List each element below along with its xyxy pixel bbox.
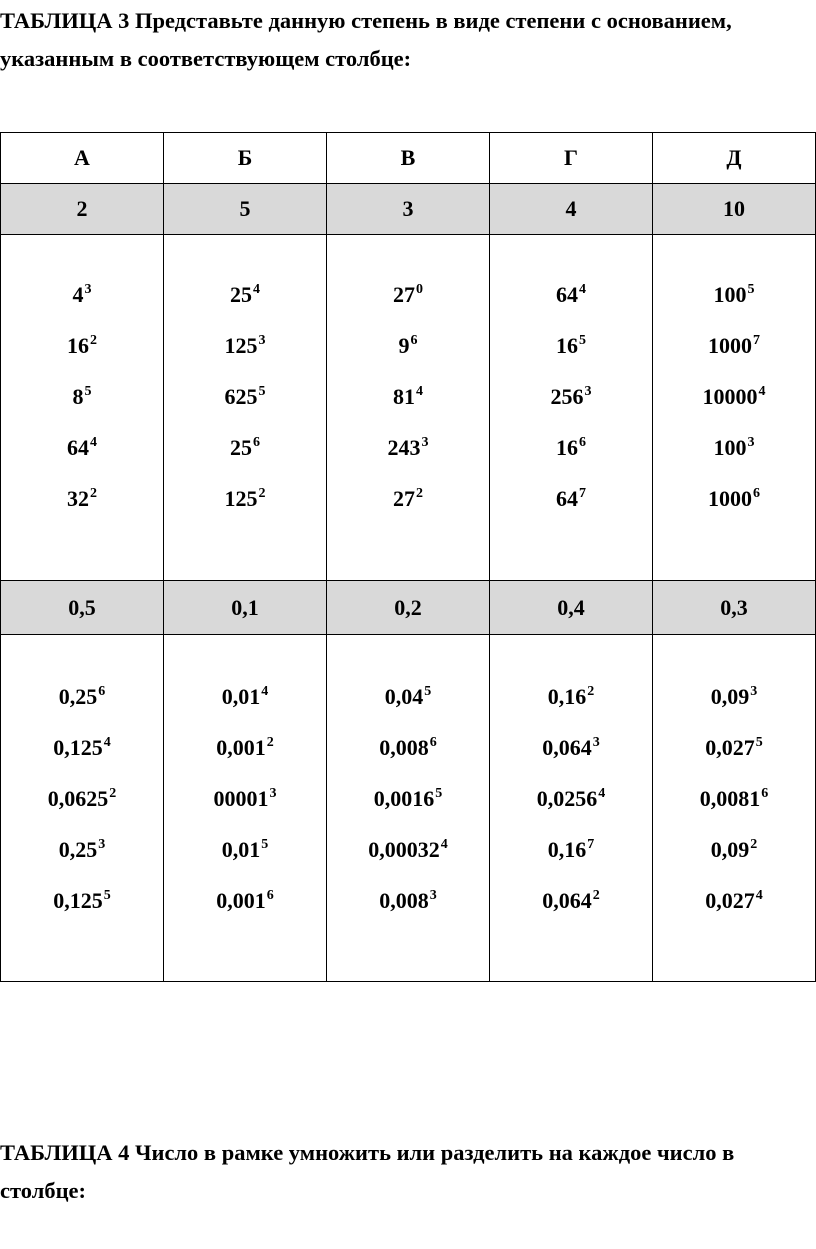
power-base: 00001 — [213, 786, 269, 811]
power-expression — [653, 784, 815, 835]
power-base: 0,027 — [705, 735, 755, 760]
power-expression — [653, 886, 815, 937]
power-exponent: 5 — [84, 384, 92, 399]
power-base: 16 — [67, 333, 89, 358]
power-expression — [490, 682, 652, 733]
power-base: 27 — [393, 282, 415, 307]
power-exponent: 5 — [435, 786, 443, 801]
power-exponent: 2 — [592, 888, 600, 903]
power-expression — [490, 280, 652, 331]
power-base: 0,001 — [216, 888, 266, 913]
column-letter-cell: Г — [490, 133, 653, 184]
power-expression — [653, 280, 815, 331]
power-exponent: 3 — [269, 786, 277, 801]
powers-cell — [1, 635, 164, 982]
power-exponent: 3 — [592, 735, 600, 750]
power-expression — [490, 484, 652, 535]
power-expression — [164, 784, 326, 835]
power-base: 0,09 — [710, 684, 750, 709]
power-base: 0,16 — [547, 684, 587, 709]
power-expression — [653, 835, 815, 886]
power-base: 8 — [72, 384, 84, 409]
integer-bases-row — [1, 184, 816, 235]
powers-cell — [164, 635, 327, 982]
power-base: 16 — [556, 435, 578, 460]
base-cell: 3 — [327, 184, 490, 235]
power-base: 0,0016 — [373, 786, 435, 811]
power-expression — [327, 835, 489, 886]
power-exponent: 6 — [761, 786, 769, 801]
base-cell: 10 — [653, 184, 816, 235]
power-expression — [653, 331, 815, 382]
power-base: 0,064 — [542, 735, 592, 760]
power-base: 0,25 — [58, 684, 98, 709]
power-exponent: 3 — [429, 888, 437, 903]
power-exponent: 2 — [90, 333, 97, 348]
power-base: 81 — [393, 384, 415, 409]
power-exponent: 4 — [758, 384, 766, 399]
power-exponent: 3 — [421, 435, 429, 450]
power-expression — [490, 382, 652, 433]
table4-heading: ТАБЛИЦА 4 Число в рамке умножить или разделить на каждое число в столбце: — [0, 1140, 735, 1203]
power-expression — [653, 484, 815, 535]
powers-cell — [164, 235, 327, 581]
power-expression — [327, 484, 489, 535]
power-exponent: 5 — [579, 333, 586, 348]
power-base: 0,0625 — [47, 786, 109, 811]
power-exponent: 5 — [103, 888, 111, 903]
power-expression — [1, 484, 163, 535]
power-base: 625 — [224, 384, 258, 409]
decimal-bases-row — [1, 581, 816, 635]
column-letter-cell: Д — [653, 133, 816, 184]
power-expression — [1, 886, 163, 937]
powers-cell — [327, 235, 490, 581]
power-exponent: 3 — [84, 282, 92, 297]
power-expression — [653, 682, 815, 733]
power-base: 64 — [556, 282, 578, 307]
power-base: 0,00032 — [368, 837, 440, 862]
power-exponent: 7 — [587, 837, 595, 852]
power-exponent: 6 — [98, 684, 106, 699]
power-exponent: 5 — [258, 384, 266, 399]
column-letter-cell: Б — [164, 133, 327, 184]
power-base: 100 — [713, 435, 747, 460]
base-cell: 4 — [490, 184, 653, 235]
power-exponent: 4 — [755, 888, 763, 903]
power-base: 125 — [224, 486, 258, 511]
power-expression — [490, 886, 652, 937]
power-expression — [327, 331, 489, 382]
power-exponent: 5 — [261, 837, 269, 852]
power-exponent: 4 — [103, 735, 111, 750]
power-base: 125 — [224, 333, 258, 358]
power-base: 0,01 — [221, 837, 261, 862]
column-letter-cell: В — [327, 133, 490, 184]
power-expression — [327, 733, 489, 784]
power-base: 100 — [713, 282, 747, 307]
power-exponent: 4 — [90, 435, 97, 450]
power-exponent: 3 — [750, 684, 758, 699]
power-exponent: 2 — [109, 786, 117, 801]
power-expression — [164, 433, 326, 484]
power-exponent: 5 — [424, 684, 432, 699]
power-base: 9 — [398, 333, 410, 358]
power-expression — [1, 733, 163, 784]
power-expression — [164, 835, 326, 886]
power-expression — [164, 682, 326, 733]
power-base: 0,25 — [58, 837, 98, 862]
power-exponent: 6 — [579, 435, 586, 450]
power-base: 32 — [67, 486, 89, 511]
power-expression — [490, 733, 652, 784]
powers-cell — [327, 635, 490, 982]
power-base: 64 — [556, 486, 578, 511]
power-expression — [1, 382, 163, 433]
power-expression — [1, 784, 163, 835]
power-base: 0,16 — [547, 837, 587, 862]
power-base: 0,01 — [221, 684, 261, 709]
power-exponent: 3 — [747, 435, 755, 450]
power-base: 4 — [72, 282, 84, 307]
powers-cell — [653, 235, 816, 581]
power-expression — [1, 433, 163, 484]
power-expression — [1, 331, 163, 382]
power-base: 0,008 — [379, 735, 429, 760]
power-base: 0,008 — [379, 888, 429, 913]
power-base: 0,001 — [216, 735, 266, 760]
power-base: 0,125 — [53, 888, 103, 913]
base-cell: 2 — [1, 184, 164, 235]
power-base: 25 — [230, 282, 252, 307]
column-letters-row — [1, 133, 816, 184]
powers-table — [0, 132, 816, 982]
power-expression — [653, 382, 815, 433]
powers-cell — [653, 635, 816, 982]
power-expression — [653, 433, 815, 484]
power-exponent: 2 — [90, 486, 97, 501]
base-cell: 0,4 — [490, 581, 653, 635]
power-exponent: 7 — [753, 333, 760, 348]
power-exponent: 4 — [416, 384, 423, 399]
power-exponent: 6 — [429, 735, 437, 750]
powers-cell — [1, 235, 164, 581]
power-expression — [164, 484, 326, 535]
base-cell: 0,1 — [164, 581, 327, 635]
power-exponent: 4 — [598, 786, 606, 801]
power-expression — [164, 280, 326, 331]
power-expression — [327, 886, 489, 937]
power-base: 10000 — [702, 384, 758, 409]
integer-powers-row — [1, 235, 816, 581]
power-base: 0,125 — [53, 735, 103, 760]
power-expression — [164, 382, 326, 433]
power-base: 256 — [550, 384, 584, 409]
table3-heading: ТАБЛИЦА 3 Представьте данную степень в виде степени с основанием, указанным в соответствующем столбце: — [0, 8, 732, 71]
power-exponent: 6 — [410, 333, 418, 348]
power-base: 25 — [230, 435, 252, 460]
power-expression — [327, 382, 489, 433]
power-exponent: 5 — [755, 735, 763, 750]
decimal-powers-row — [1, 635, 816, 982]
power-exponent: 2 — [587, 684, 595, 699]
power-expression — [490, 835, 652, 886]
power-expression — [1, 280, 163, 331]
power-base: 0,064 — [542, 888, 592, 913]
base-cell: 0,5 — [1, 581, 164, 635]
power-exponent: 2 — [258, 486, 266, 501]
base-cell: 0,2 — [327, 581, 490, 635]
power-exponent: 4 — [253, 282, 260, 297]
power-expression — [653, 733, 815, 784]
power-expression — [490, 433, 652, 484]
power-exponent: 2 — [266, 735, 274, 750]
power-expression — [164, 886, 326, 937]
power-base: 0,027 — [705, 888, 755, 913]
power-base: 1000 — [708, 486, 752, 511]
powers-cell — [490, 235, 653, 581]
power-expression — [327, 682, 489, 733]
power-exponent: 6 — [266, 888, 274, 903]
power-exponent: 6 — [753, 486, 760, 501]
powers-cell — [490, 635, 653, 982]
base-cell: 0,3 — [653, 581, 816, 635]
power-base: 64 — [67, 435, 89, 460]
power-exponent: 4 — [440, 837, 448, 852]
power-exponent: 4 — [579, 282, 586, 297]
column-letter-cell: А — [1, 133, 164, 184]
power-expression — [327, 784, 489, 835]
power-expression — [1, 682, 163, 733]
power-base: 0,09 — [710, 837, 750, 862]
power-expression — [164, 733, 326, 784]
power-exponent: 2 — [750, 837, 758, 852]
power-exponent: 3 — [98, 837, 106, 852]
power-exponent: 3 — [258, 333, 266, 348]
power-base: 1000 — [708, 333, 752, 358]
power-expression — [490, 331, 652, 382]
power-base: 0,0081 — [699, 786, 761, 811]
power-exponent: 3 — [584, 384, 592, 399]
power-base: 0,0256 — [536, 786, 598, 811]
power-exponent: 6 — [253, 435, 260, 450]
power-expression — [327, 280, 489, 331]
power-exponent: 4 — [261, 684, 269, 699]
power-exponent: 0 — [416, 282, 423, 297]
power-exponent: 5 — [747, 282, 755, 297]
power-exponent: 7 — [579, 486, 586, 501]
power-base: 16 — [556, 333, 578, 358]
base-cell: 5 — [164, 184, 327, 235]
power-expression — [1, 835, 163, 886]
power-base: 243 — [387, 435, 421, 460]
power-expression — [490, 784, 652, 835]
power-base: 27 — [393, 486, 415, 511]
power-expression — [327, 433, 489, 484]
power-expression — [164, 331, 326, 382]
power-exponent: 2 — [416, 486, 423, 501]
power-base: 0,04 — [384, 684, 424, 709]
